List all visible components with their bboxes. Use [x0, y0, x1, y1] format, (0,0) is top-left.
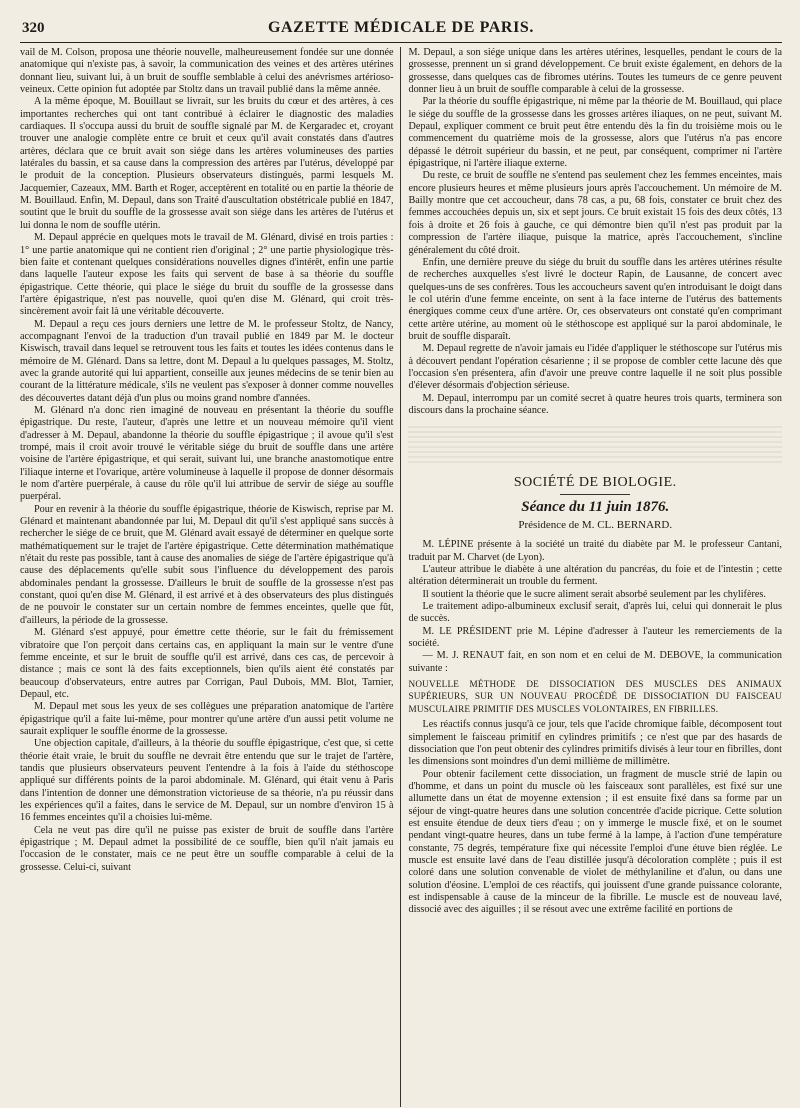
- right-column: [400, 47, 782, 1107]
- paragraph: M. Glénard s'est appuyé, pour émettre cette théorie, sur le fait du frémissement vibratoire que l'on perçoit dans certains cas, en appliquant la main sur le ventre d'une femme enceinte, et sur le bruit de souffle qu'il est arrivé, dans ces cas, de percevoir à distance ; mais ce sont là des faits exceptionnels, bien qu'ils aient été constatés par beaucoup d'observateurs, entre autres par Corrigan, Paul Dubois, MM. Blot, Tarnier, Depaul, etc.: [20, 627, 394, 700]
- paragraph: M. Depaul, interrompu par un comité secret à quatre heures trois quarts, terminera son discours dans la prochaine séance.: [408, 392, 782, 416]
- paragraph: A la même époque, M. Bouillaut se livrait, sur les bruits du cœur et des artères, à ces importantes recherches qui ont tant contribué à éclairer le diagnostic des maladies cardiaques. Il s'occupa aussi du bruit de souffle signalé par M. de Kergaradec et, croyant trouver une analogie complète entre ce bruit et ceux qu'il avait constatés dans d'autres artères, déclara que ce bruit avait son siége dans les artères volumineuses des parties latérales du bassin, et sa cause dans la compression des artères par l'utérus, développé par le produit de la conception. Plusieurs observateurs distingués, parmi lesquels M. Jacquemier, Cazeaux, MM. Barth et Roger, acceptèrent en totalité ou en partie la théorie de M. Bouillaud. Enfin, M. Depaul, dans son Traité d'auscultation obstétricale publié en 1847, soutint que le bruit du souffle de la grossesse avait son siége dans les artères de l'utérus et lui donna le nom de souffle utérin.: [20, 96, 394, 231]
- paragraph: Le traitement adipo-albumineux exclusif serait, d'après lui, celui qui donnerait le plus de succès.: [408, 601, 782, 625]
- paragraph: M. Depaul, a son siége unique dans les artères utérines, lesquelles, pendant le cours de la grossesse, prennent un si grand développement. Ce bruit existe également, en dehors de la grossesse, dans quelques cas de fibromes utérins. Toutes les tumeurs de ce genre peuvent donner lieu à un bruit de souffle comparable à celui de la grossesse.: [408, 47, 782, 96]
- paragraph: Une objection capitale, d'ailleurs, à la théorie du souffle épigastrique, c'est que, si cette théorie était vraie, le bruit du souffle ne devrait être entendu que sur le trajet de l'artère, tandis que plusieurs observateurs peuvent l'entendre à la fois à l'aide du stéthoscope appliqué sur différents points de la paroi abdominale. M. Glénard, qui était venu à Paris dans l'intention de donner une démonstration victorieuse de sa théorie, n'a pu réussir dans les expériences qu'il a faites, dans le service de M. Depaul, sur un nombre d'environ 15 à 16 femmes enceintes qu'il a choisies lui-même.: [20, 738, 394, 824]
- session-heading: Séance du 11 juin 1876.: [521, 498, 670, 515]
- paragraph: vail de M. Colson, proposa une théorie nouvelle, malheureusement fondée sur une donnée anatomique qui n'existe pas, à savoir, la communication des veines et des artères utérines donnant lieu, suivant lui, à un bruit de souffle semblable à celui des anévrismes artérioso-veineux. Cette opinion fut adoptée par Stoltz dans un travail publié dans la même année.: [20, 47, 394, 96]
- paragraph: M. Depaul apprécie en quelques mots le travail de M. Glénard, divisé en trois parties : 1° une partie anatomique qui ne contient rien d'original ; 2° une partie physiologique très-bien faite et contenant quelques considérations nouvelles dignes d'intérêt, enfin une partie dans laquelle l'auteur expose les faits qui servent de base à sa théorie du souffle épigastrique. Cette théorie, qui place le siége du bruit du souffle de la grossesse dans l'artère épigastrique, n'est pas nouvelle, quoi qu'en dise M. Glénard, qui croit très-sincèrement avoir fait là une véritable découverte.: [20, 232, 394, 318]
- paragraph: Par la théorie du souffle épigastrique, ni même par la théorie de M. Bouillaud, qui place le siége du souffle de la grossesse dans les grosses artères iliaques, on ne peut, suivant M. Depaul, expliquer comment ce bruit peut être entendu dès la fin du troisième mois ou le commencement du quatrième mois de la grossesse, alors que l'utérus n'a pas encore dépassé le détroit supérieur du bassin, et ne peut, par conséquent, comprimer ni l'artère épigastrique, ni l'artère iliaque externe.: [408, 96, 782, 170]
- paragraph: Il soutient la théorie que le sucre aliment serait absorbé seulement par les chylifères.: [422, 588, 766, 600]
- paragraph: Les réactifs connus jusqu'à ce jour, tels que l'acide chromique faible, décomposent tout simplement le faisceau primitif en cylindres primitifs ; ce n'est que par des hasards de dissociation que l'on peut obtenir des cylindres primitifs divisés à leur tour en fibrilles, dont les dimensions sont moindres d'un demi millième de millimètre.: [408, 719, 782, 768]
- text-columns: [20, 47, 782, 1107]
- paragraph: Enfin, une dernière preuve du siége du bruit du souffle dans les artères utérines résulte de recherches auxquelles s'est livré le docteur Rapin, de Lausanne, de concert avec quelques-uns de ses confrères. Tous les accoucheurs savent qu'en introduisant le doigt dans le col utérin d'une femme enceinte, on sent à la face interne de l'utérus des battements énergiques comme ceux d'une artère. Or, ces observateurs ont constaté qu'en comprimant cette artère utérine, au moment où le stéthoscope est appliqué sur la paroi abdominale, le bruit de souffle disparaît.: [408, 256, 782, 342]
- faded-print-area: [408, 423, 782, 463]
- presidency-line: Présidence de M. CL. BERNARD.: [518, 519, 673, 531]
- paragraph: Pour en revenir à la théorie du souffle épigastrique, théorie de Kiswisch, reprise par M. Glénard et maintenant abandonnée par lui, M. Depaul dit qu'il s'est appliqué sans succès à rechercher le siége de ce bruit, que M. Glénard avait essayé de déterminer en quelque sorte mathématiquement sur le trajet de l'artère épigastrique. Cette détermination mathématique n'était du reste pas possible, tant à cause des anomalies de siége de l'artère épigastrique qu'à cause des déplacements qu'elle subit sous l'influence du développement des parois abdominales pendant la grossesse. D'ailleurs le bruit de souffle de la grossesse n'est pas constant, quoi qu'en dise M. Glénard, il est arrivé et à des observateurs des plus distingués de ne pouvoir le constater sur un certain nombre de femmes enceintes, quelle que fût, d'ailleurs, la période de la grossesse.: [20, 503, 394, 626]
- paragraph: M. Depaul met sous les yeux de ses collègues une préparation anatomique de l'artère épigastrique qu'il a faite lui-même, pour montrer qu'une artère d'un aussi petit volume ne saurait expliquer le souffle énorme de la grossesse.: [20, 701, 394, 737]
- paragraph: M. LE PRÉSIDENT prie M. Lépine d'adresser à l'auteur les remerciements de la société.: [408, 625, 782, 650]
- paragraph: Pour obtenir facilement cette dissociation, un fragment de muscle strié de lapin ou d'homme, et dans un point du muscle où les faisceaux sont parallèles, est fixé sur une allumette dans un état de moyenne extension ; il est ensuite fixé dans sa forme par un séjour de vingt-quatre heures dans une solution concentrée d'acide picrique. Cette solution est ensuite étendue de deux tiers d'eau ; on y immerge le muscle fixé, et on le soumet pendant vingt-quatre heures, dans un tube fermé à la lampe, à l'action d'une température constante, 75 degrés, température fixe qui nécessite l'emploi d'une étuve bien réglée. Le muscle est ensuite lavé dans de l'eau distillée jusqu'à décoloration complète ; puis il est coloré dans une solution convenable de violet de méthylaniline et d'alun, ou dans une solution d'éosine. L'emploi de ces réactifs, qui jouissent d'une grande puissance colorante, est indispensable à cause de la minceur de la fibrille. Le muscle est de nouveau lavé, dissocié avec des aiguilles ; il se résout avec une extrême facilité en portions de: [408, 768, 782, 916]
- section-heading: SOCIÉTÉ DE BIOLOGIE.: [513, 475, 677, 491]
- paragraph: Cela ne veut pas dire qu'il ne puisse pas exister de bruit de souffle dans l'artère épigastrique ; M. Depaul admet la possibilité de ce souffle, bien qu'il n'ait jamais eu l'occasion de le constater, mais ce ne peut être un souffle comparable à celui de la grossesse. Celui-ci, suivant: [20, 824, 394, 873]
- paragraph: L'auteur attribue le diabète à une altération du pancréas, du foie et de l'intestin ; cette altération déterminerait un trouble du ferment.: [408, 564, 782, 588]
- left-column: [20, 47, 400, 1107]
- memoir-title: NOUVELLE MÉTHODE DE DISSOCIATION DES MUSCLES DES ANIMAUX SUPÉRIEURS, SUR UN NOUVEAU PROCÉDÉ DE DISSOCIATION DU FAISCEAU MUSCULAIRE PRIMITIF DES MUSCLES VOLONTAIRES, EN FIBRILLES.: [408, 679, 782, 714]
- paragraph: M. LÉPINE présente à la société un traité du diabète par M. le professeur Cantani, traduit par M. Charvet (de Lyon).: [408, 539, 782, 563]
- page-number: 320: [22, 20, 45, 36]
- paragraph: M. Depaul regrette de n'avoir jamais eu l'idée d'appliquer le stéthoscope sur l'utérus mis à découvert pendant l'opération césarienne ; il se propose de combler cette lacune dès que l'occasion s'en présentera, afin d'avoir une preuve contre laquelle il ne soit plus possible d'élever désormais d'objection sérieuse.: [408, 343, 782, 392]
- divider: [560, 494, 630, 495]
- running-title: GAZETTE MÉDICALE DE PARIS.: [267, 19, 534, 36]
- paragraph: M. Depaul a reçu ces jours derniers une lettre de M. le professeur Stoltz, de Nancy, accompagnant l'envoi de la traduction d'un travail publié en 1849 par M. le docteur Kiswisch, travail dans lequel se retrouvent tous les faits et toutes les idées contenus dans le mémoire de M. Glénard. Dans sa lettre, dont M. Depaul a lu quelques passages, M. Stoltz, avec la grande autorité qui lui appartient, conseille aux jeunes médecins de se tenir bien au courant de la littérature médicale, s'ils ne veulent pas s'exposer à donner comme nouvelles des découvertes datant déjà d'un plus ou moins grand nombre d'années.: [20, 318, 394, 404]
- paragraph: M. Glénard n'a donc rien imaginé de nouveau en présentant la théorie du souffle épigastrique. Du reste, l'auteur, d'après une lettre et un nouveau mémoire qu'il vient d'adresser à M. Depaul, abandonne la théorie du souffle épigastrique ; il avoue qu'il s'est trompé, mais il croit avoir trouvé le véritable siége du bruit de souffle dans une artère voisine de l'artère épigastrique, et qui serait, suivant lui, une branche anastomotique entre l'iliaque interne et l'ovarique, artère volumineuse à laquelle il propose de donner désormais le nom d'artère puerpérale, à cause du rôle qu'il lui attribue de servir de siége au souffle puerpéral.: [20, 404, 394, 503]
- page-header: [20, 16, 782, 43]
- paragraph: Du reste, ce bruit de souffle ne s'entend pas seulement chez les femmes enceintes, mais encore plusieurs heures et même plusieurs jours après l'accouchement. Un mémoire de M. Bailly montre que cet accoucheur, dans 78 cas, a pu, 68 fois, constater ce bruit chez des femmes accouchées depuis un, six et sept jours. Ce bruit existait 15 fois des deux côtés, 13 fois à droite et 26 fois à gauche, ce qui démontre bien qu'il n'est pas produit par la compression de l'artère iliaque, puisque la matrice, après l'accouchement, s'incline généralement du côté droit.: [408, 170, 782, 256]
- paragraph: — M. J. RENAUT fait, en son nom et en celui de M. DEBOVE, la communication suivante :: [408, 650, 782, 674]
